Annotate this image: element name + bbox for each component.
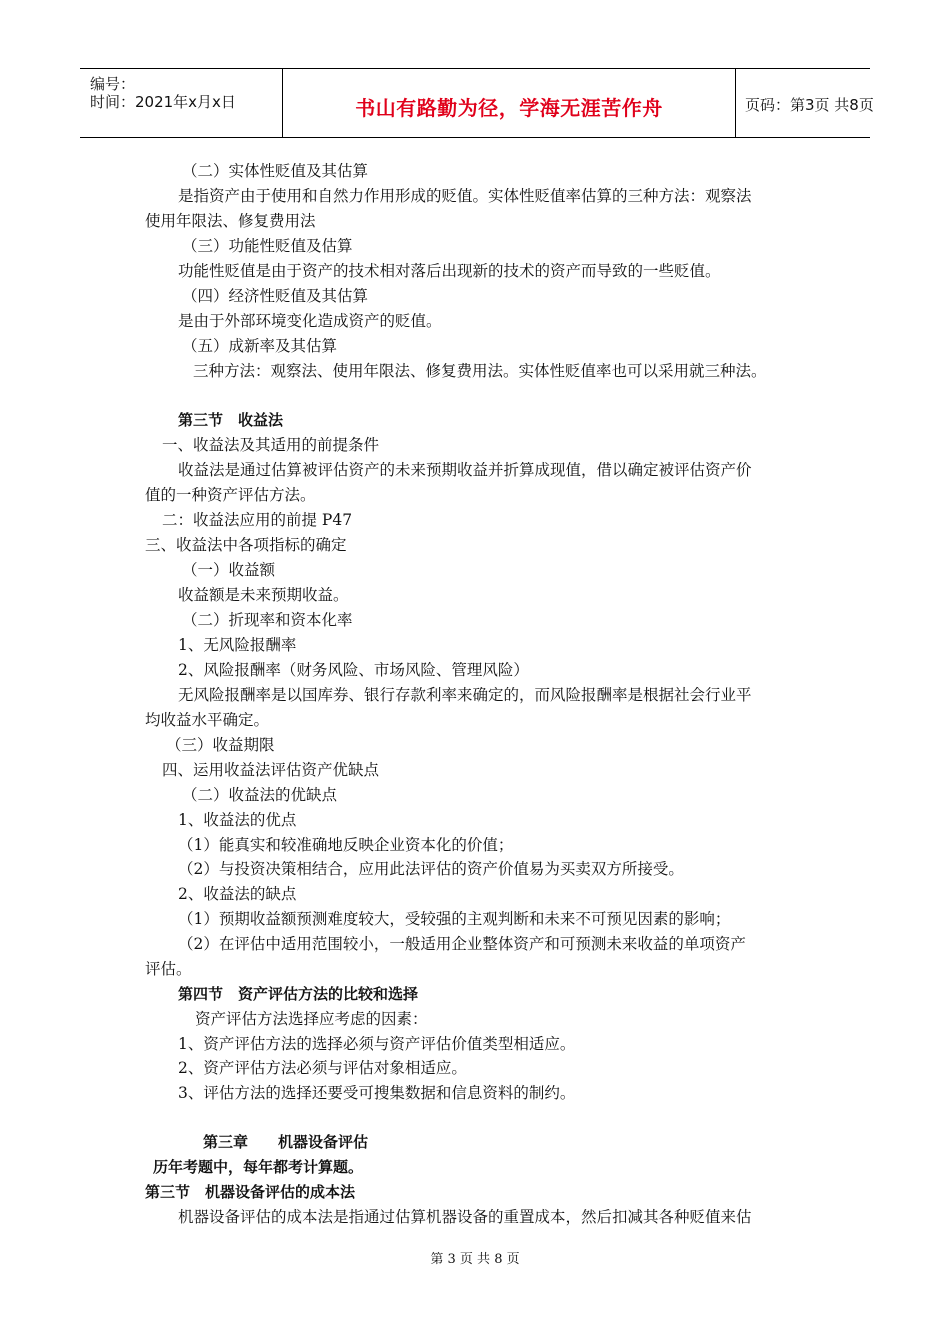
section-heading: 第三节 收益法 [178, 411, 284, 429]
header-left-cell [80, 69, 282, 137]
header-right-cell [735, 69, 874, 137]
numbered-heading: 一、收益法及其适用的前提条件 [162, 436, 380, 454]
chapter-heading: 第三章 机器设备评估 [203, 1133, 369, 1151]
subsection-heading: （二）折现率和资本化率 [182, 611, 353, 629]
numbered-heading: 三、收益法中各项指标的确定 [145, 536, 347, 554]
list-item: 1、无风险报酬率 [178, 636, 297, 654]
list-item: （1）能真实和较准确地反映企业资本化的价值； [178, 836, 514, 854]
numbered-heading: 二：收益法应用的前提 P47 [162, 511, 353, 529]
list-item: 2、资产评估方法必须与评估对象相适应。 [178, 1059, 467, 1077]
subsection-heading: （三）收益期限 [166, 736, 275, 754]
paragraph-line: 是由于外部环境变化造成资产的贬值。 [178, 312, 442, 330]
subsection-heading: （四）经济性贬值及其估算 [182, 287, 369, 305]
subsection-heading: （五）成新率及其估算 [182, 337, 338, 355]
list-item: （2）在评估中适用范围较小，一般适用企业整体资产和可预测未来收益的单项资产 [178, 935, 746, 953]
bold-note: 历年考题中，每年都考计算题。 [153, 1158, 364, 1176]
paragraph-line: 值的一种资产评估方法。 [145, 486, 316, 504]
header-motto: 书山有路勤为径，学海无涯苦作舟 [355, 96, 663, 120]
numbered-heading: 四、运用收益法评估资产优缺点 [162, 761, 380, 779]
list-item: 1、资产评估方法的选择必须与资产评估价值类型相适应。 [178, 1035, 576, 1053]
list-item: 2、风险报酬率（财务风险、市场风险、管理风险） [178, 661, 529, 679]
paragraph-line: 无风险报酬率是以国库券、银行存款利率来确定的，而风险报酬率是根据社会行业平 [178, 686, 752, 704]
list-item: 2、收益法的缺点 [178, 885, 297, 903]
subsection-heading: （一）收益额 [182, 561, 276, 579]
document-number-label: 编号： [90, 75, 136, 93]
paragraph-line: 机器设备评估的成本法是指通过估算机器设备的重置成本，然后扣减其各种贬值来估 [178, 1208, 752, 1226]
section-heading: 第三节 机器设备评估的成本法 [145, 1183, 356, 1201]
paragraph-line: 功能性贬值是由于资产的技术相对落后出现新的技术的资产而导致的一些贬值。 [178, 262, 721, 280]
paragraph-line: 是指资产由于使用和自然力作用形成的贬值。实体性贬值率估算的三种方法：观察法 [178, 187, 752, 205]
list-item: 3、评估方法的选择还要受可搜集数据和信息资料的制约。 [178, 1084, 576, 1102]
document-date: 时间：2021年x月x日 [90, 93, 236, 111]
paragraph-line: 资产评估方法选择应考虑的因素： [195, 1010, 428, 1028]
paragraph-line: 评估。 [145, 960, 192, 978]
page-header [80, 68, 874, 138]
paragraph-line: 均收益水平确定。 [145, 711, 270, 729]
list-item: （2）与投资决策相结合，应用此法评估的资产价值易为买卖双方所接受。 [178, 860, 684, 878]
header-page-info: 页码：第3页 共8页 [745, 96, 874, 114]
subsection-heading: （三）功能性贬值及估算 [182, 237, 353, 255]
paragraph-line: 三种方法：观察法、使用年限法、修复费用法。实体性贬值率也可以采用就三种法。 [193, 362, 767, 380]
page-footer: 第 3 页 共 8 页 [430, 1252, 520, 1267]
paragraph-line: 收益法是通过估算被评估资产的未来预期收益并折算成现值，借以确定被评估资产价 [178, 461, 752, 479]
subsection-heading: （二）实体性贬值及其估算 [182, 162, 369, 180]
paragraph-line: 收益额是未来预期收益。 [178, 586, 349, 604]
header-center-cell [282, 69, 736, 137]
list-item: 1、收益法的优点 [178, 811, 297, 829]
section-heading: 第四节 资产评估方法的比较和选择 [178, 985, 419, 1003]
subsection-heading: （二）收益法的优缺点 [182, 786, 338, 804]
paragraph-line: 使用年限法、修复费用法 [145, 212, 316, 230]
list-item: （1）预期收益额预测难度较大，受较强的主观判断和未来不可预见因素的影响； [178, 910, 731, 928]
